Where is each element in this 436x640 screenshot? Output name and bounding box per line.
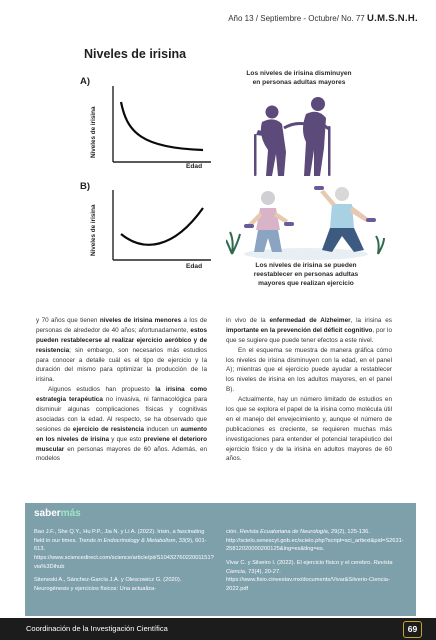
panel-b-xlabel: Edad bbox=[186, 263, 203, 270]
issue-header bbox=[228, 13, 418, 24]
panel-a-curve bbox=[121, 102, 203, 150]
emphasis-span: niveles de irisina menores bbox=[99, 317, 182, 324]
exercising-couple-illustration bbox=[226, 184, 386, 264]
emphasis-span: ejercicio de resistencia bbox=[72, 425, 145, 433]
emphasis-span: la irisina como estrategia terapéutica bbox=[36, 386, 207, 404]
journal-name: Trends in Endocrinology & Metabolism bbox=[78, 537, 176, 544]
panel-b-curve bbox=[121, 208, 203, 245]
logo-text-accent: más bbox=[60, 508, 81, 519]
left-paragraph-2 bbox=[36, 385, 207, 464]
right-paragraph-1 bbox=[226, 316, 392, 346]
panel-b-caption bbox=[226, 262, 386, 289]
issue-info: Año 13 / Septiembre - Octubre/ No. 77 bbox=[228, 14, 365, 23]
text-span: inducen un bbox=[144, 425, 181, 433]
panel-b-caption-line2: reestablecer en personas adultas bbox=[253, 270, 359, 278]
references-right bbox=[226, 528, 406, 599]
text-span: , 29(2), 125-136. http://scielo.senescyt.gob.ec/scielo.php?script=sci_arttext&pid=S2631-25812020000200125&lng=es&tlng=es. bbox=[226, 529, 404, 553]
elderly-couple-illustration bbox=[240, 92, 350, 178]
panel-b-label: B) bbox=[80, 181, 91, 192]
page-number: 69 bbox=[403, 621, 422, 638]
text-span: en personas mayores de 60 años. Además, en modelos bbox=[36, 445, 207, 463]
footer-text: Coordinación de la Investigación Científica bbox=[26, 624, 168, 633]
text-span: a los de personas de alrededor de 40 años; afortunadamente, bbox=[36, 317, 207, 334]
text-span: Algunos estudios han propuesto bbox=[48, 386, 156, 394]
panel-a-ylabel: Niveles de irisina bbox=[90, 106, 97, 158]
text-span: in vivo de la bbox=[226, 317, 270, 324]
panel-a-xlabel: Edad bbox=[186, 163, 203, 170]
panel-b-caption-line1: Los niveles de irisina se pueden bbox=[255, 262, 357, 269]
panel-a-caption-line2: en personas adultas mayores bbox=[252, 78, 346, 86]
panel-a-caption-line1: Los niveles de irisina disminuyen bbox=[246, 70, 352, 77]
sabermas-logo bbox=[34, 508, 81, 519]
text-span: , 33(9), 601-613. https://www.sciencedirect.com/science/article/pii/S1043276022001151?via%3Dihub bbox=[34, 537, 214, 570]
journal-name: Revista Ciencia bbox=[226, 559, 393, 575]
text-span: ción. bbox=[226, 529, 240, 535]
text-span: no invasiva, ni farmacológica para disminuir algunas complicaciones físicas y cognitivas asociadas con la edad. Al respecto, se ha observado que sesiones de bbox=[36, 396, 207, 433]
journal-name: Revista Ecuatoriana de Neurología bbox=[239, 529, 328, 535]
panel-a-caption bbox=[224, 70, 374, 88]
reference-3 bbox=[226, 559, 406, 594]
text-span: y que esto bbox=[109, 435, 144, 443]
emphasis-span: importante en la prevención del déficit cognitivo bbox=[226, 326, 373, 334]
reference-2-cont bbox=[226, 528, 406, 554]
emphasis-span: enfermedad de Alzheimer bbox=[269, 317, 351, 324]
panel-b-caption-line3: mayores que realizan ejercicio bbox=[258, 279, 354, 287]
right-paragraph-3: Actualmente, hay un número limitado de estudios en los que se explora el papel de la irisina como molécula útil en el manejo del envejecimiento y, aunque el número de publicaciones es creciente, se requieren muchas más investigaciones para entender el potencial terapéutico del ejercicio físico y de la irisina en adultos mayores de 60 años. bbox=[226, 396, 392, 463]
left-column-text bbox=[36, 316, 207, 464]
panel-a-label: A) bbox=[80, 76, 91, 87]
emphasis-span: previene el deterioro muscular bbox=[36, 435, 207, 453]
figure-title: Niveles de irisina bbox=[84, 47, 187, 61]
panel-b-ylabel: Niveles de irisina bbox=[90, 204, 97, 256]
text-span: ; sin embargo, son necesarios más estudios para conocer a detalle cuál es el tipo de ejercicio y la duración del mismo para optimizar la producción de la irisina. bbox=[36, 346, 207, 384]
reference-1 bbox=[34, 528, 214, 571]
reference-2: Sitenesk​i A., Sánchez-García J.A. y Olescowicz G. (2020). Neurogénesis y ejercicios físicos: Una actualiza- bbox=[34, 577, 182, 592]
emphasis-span: estos pueden restablecerse al realizar ejercicio aeróbico y de resistencia bbox=[36, 326, 207, 354]
text-span: , por lo que se sugiere que puede tener efectos a este nivel. bbox=[226, 326, 392, 344]
institution-name: U.M.S.N.H. bbox=[366, 13, 418, 24]
references-left bbox=[34, 528, 214, 599]
left-paragraph-1 bbox=[36, 316, 207, 385]
text-span: Vivar C. y Silveiro I. (2022). El ejercicio físico y el cerebro. bbox=[226, 559, 374, 566]
emphasis-span: aumento en los niveles de irisina bbox=[36, 425, 207, 443]
right-paragraph-2: En el esquema se muestra de manera gráfica cómo los niveles de irisina disminuyen con la edad, en el panel A); mientras que el ejercicio puede ayudar a restablecer los niveles de irisina en los adultos mayores, en el panel B). bbox=[226, 346, 392, 394]
text-span: Bao J.F., She Q.Y., Hu P.P., Jia N. y Li A. (2022). Irisin, a fascinating field in our times. bbox=[34, 529, 205, 544]
logo-text: saber bbox=[34, 508, 61, 519]
text-span: y 70 años que tienen bbox=[36, 317, 100, 324]
text-span: , la irisina es bbox=[350, 317, 392, 324]
right-column-text bbox=[226, 316, 392, 464]
text-span: , 73(4), 20-27. https://www.fisio.cinvestav.mx/documents/Vivar&Silverio-Ciencia-2022.pdf bbox=[226, 568, 390, 592]
